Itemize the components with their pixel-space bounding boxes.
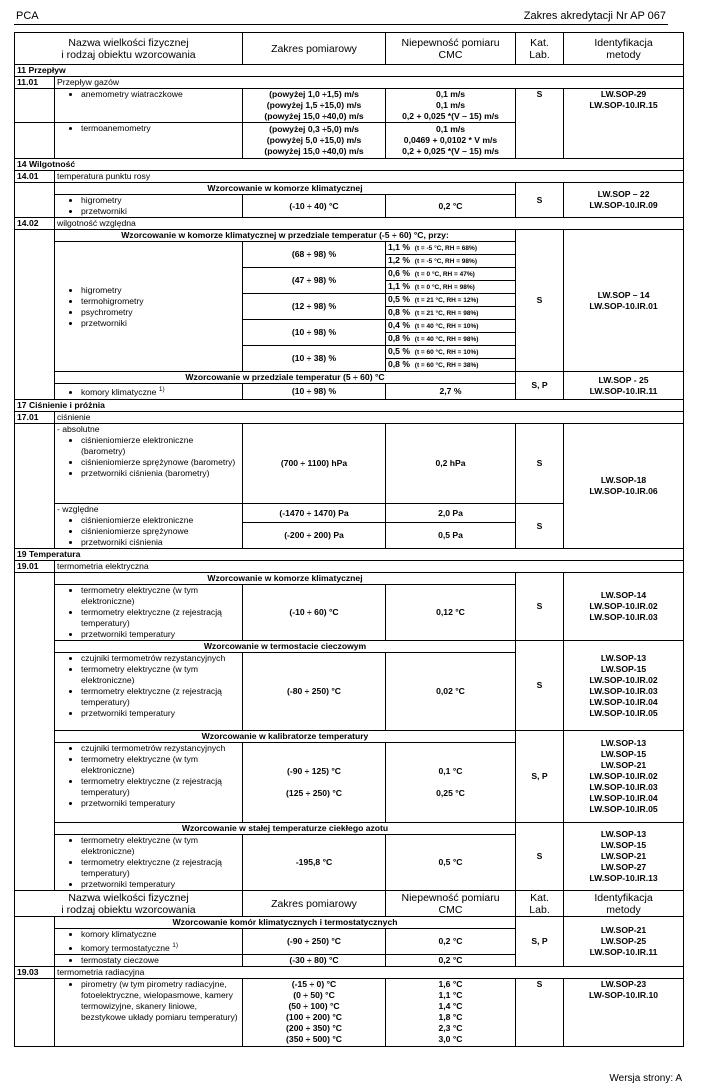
table-cell-text: 0,02 °C [386,653,516,731]
table-cell [55,585,243,641]
item-list [57,835,240,890]
table-cell-text: 1,4 °C [438,1000,463,1011]
table-cell-text: • przetworniki ciśnienia (barometry) [81,468,240,479]
col-id-header: Identyfikacja metody [564,33,684,65]
table-cell-text: LW.SOP-13 LW.SOP-15 LW.SOP-21 LW.SOP-27 LW.SOP-10.IR.13 [564,823,684,891]
table-cell-text: S, P [516,917,564,967]
table-cell-text: • higrometry [81,285,240,296]
table-cell-text: • termostaty cieczowe [81,955,240,966]
table-cell [243,89,386,123]
table-cell [243,123,386,159]
table-cell-text: LW.SOP - 25 LW.SOP-10.IR.11 [564,372,684,400]
table-cell-text: 0,5 % [388,294,410,304]
table-cell-text: komory termostatyczne [81,942,170,953]
table-cell-text: (t = 40 °C, RH = 98%) [414,336,479,343]
section-code: 19.03 [15,966,55,978]
table-cell-text: • termometry elektryczne (w tym elektroniczne) [81,835,240,857]
col-range-header: Zakres pomiarowy [243,33,386,65]
table-cell-text: 1,6 °C [438,978,463,989]
table-cell-text: (-90 ÷ 250) °C [243,929,386,955]
table-cell-text: • termohigrometry [81,296,240,307]
table-cell-text: - względne [57,504,99,514]
table-cell-text: 0,8 % [388,307,410,317]
table-cell [386,255,516,268]
table-cell-text: (-200 ÷ 200) Pa [243,523,386,549]
col-range-header: Zakres pomiarowy [243,891,386,917]
table-cell-text: (t = -5 °C, RH = 68%) [414,245,477,252]
table-cell-text: LW.SOP – 14 LW.SOP-10.IR.01 [564,230,684,372]
section-code: 17.01 [15,412,55,424]
table-cell [15,424,55,549]
table-cell-text: 0,25 °C [436,788,465,798]
table-cell [386,89,516,123]
subsection-title: temperatura punktu rosy [55,171,684,183]
table-cell-text: (50 ÷ 100) °C [288,1000,340,1011]
table-cell-text: (125 ÷ 250) °C [286,788,342,798]
table-cell-text: S [516,183,564,218]
section-code: 19.01 [15,561,55,573]
table-cell-text: (-30 ÷ 80) °C [243,954,386,966]
table-cell-text: (-80 ÷ 250) °C [243,653,386,731]
table-cell-text: • termometry elektryczne (z rejestracją temperatury) [81,607,240,629]
table-cell [386,281,516,294]
method-subheader: Wzorcowanie w kalibratorze temperatury [55,731,516,743]
page-header [14,8,668,25]
table-cell-text: • termometry elektryczne (z rejestracją temperatury) [81,686,240,708]
section-title: 19 Temperatura [15,549,684,561]
table-cell-text: 0,8 % [388,359,410,369]
table-cell-text: (powyżej 15,0 ÷40,0) m/s [264,146,364,156]
table-cell [386,242,516,255]
table-cell-text: • przetworniki temperatury [81,798,240,809]
table-cell-text: 0,5 °C [386,835,516,891]
table-cell-text: • ciśnieniomierze sprężynowe (barometry) [81,457,240,468]
table-cell-text: • termometry elektryczne (w tym elektroniczne) [81,754,240,776]
table-cell-text: LW.SOP-13 LW.SOP-15 LW.SOP-10.IR.02 LW.SOP-10.IR.03 LW.SOP-10.IR.04 LW.SOP-10.IR.05 [564,641,684,731]
table-cell [55,424,243,504]
table-cell [55,504,243,549]
table-cell-text: LW.SOP-23 LW-SOP-10.IR.10 [564,978,684,1046]
subsection-title: wilgotność względna [55,218,684,230]
table-cell [386,978,516,1046]
table-cell-text: 2,0 Pa [386,504,516,523]
table-cell-text: • ciśnieniomierze elektroniczne [81,515,240,526]
table-cell [386,320,516,333]
method-id: LW.SOP-29 LW.SOP-10.IR.15 [564,89,684,159]
table-cell [15,89,55,123]
header-left: PCA [16,10,39,22]
table-cell-text: 0,5 Pa [386,523,516,549]
table-cell-text: (10 ÷ 38) % [243,346,386,372]
table-cell-text: S [516,504,564,549]
col-unc-header: Niepewność pomiaru CMC [386,891,516,917]
table-cell-text: LW.SOP – 22 LW.SOP-10.IR.09 [564,183,684,218]
table-cell-text: 0,2 °C [386,954,516,966]
table-cell-text: • przetworniki temperatury [81,879,240,890]
table-cell-text: (12 ÷ 98) % [243,294,386,320]
table-cell-text: -195,8 °C [243,835,386,891]
table-cell-text: S [516,823,564,891]
section-code: 14.01 [15,171,55,183]
table-cell-text: (350 ÷ 500) °C [286,1033,342,1044]
table-cell [243,743,386,823]
table-cell [55,195,243,218]
table-cell-text: (68 ÷ 98) % [243,242,386,268]
table-cell-text: (t = 60 °C, RH = 10%) [414,349,479,356]
table-cell-text: • psychrometry [81,307,240,318]
kat-value: S [516,89,564,159]
table-cell-text: (0 ÷ 50) °C [293,989,335,1000]
table-cell [15,917,55,967]
method-subheader: Wzorcowanie komór klimatycznych i termostatycznych [55,917,516,929]
table-cell [386,359,516,372]
list-item: • termoanemometry [81,123,240,134]
table-cell-text: S, P [516,731,564,823]
item-list [57,653,240,719]
col-id-header: Identyfikacja metody [564,891,684,917]
table-cell-text: 1,2 % [388,255,410,265]
subsection-title: termometria radiacyjna [55,966,684,978]
table-cell-text: • komory klimatyczne [81,929,240,940]
item-list [57,123,240,134]
item-list [57,89,240,100]
method-subheader: Wzorcowanie w stałej temperaturze ciekłego azotu [55,823,516,835]
table-cell-text: 0,1 m/s [435,124,466,134]
item-list [57,929,240,954]
table-cell-text: 1) [172,942,179,949]
table-cell-text: (10 ÷ 98) % [243,384,386,400]
table-cell-text: (47 ÷ 98) % [243,268,386,294]
table-cell-text: (t = 21 °C, RH = 98%) [414,310,479,317]
item-list [57,195,240,217]
table-cell [15,123,55,159]
header-right: Zakres akredytacji Nr AP 067 [523,10,666,22]
table-cell-text: LW.SOP-21 LW.SOP-25 LW.SOP-10.IR.11 [564,917,684,967]
table-cell [386,743,516,823]
table-cell [55,89,243,123]
table-cell-text: 0,5 % [388,346,410,356]
table-cell-text: 0,6 % [388,268,410,278]
table-cell-text: • czujniki termometrów rezystancyjnych [81,653,240,664]
table-cell-text: (t = 21 °C, RH = 12%) [414,297,479,304]
table-cell-text: • termometry elektryczne (z rejestracją temperatury) [81,776,240,798]
table-cell-text: LW.SOP-14 LW.SOP-10.IR.02 LW.SOP-10.IR.03 [564,573,684,641]
table-cell-text: (powyżej 15,0 ÷40,0) m/s [264,111,364,121]
table-cell-text: (10 ÷ 98) % [243,320,386,346]
accreditation-table [14,32,684,1047]
table-cell-text: S [516,424,564,504]
table-cell-text: (-15 ÷ 0) °C [291,978,337,989]
subsection-title: ciśnienie [55,412,684,424]
table-cell [15,573,55,891]
table-cell [55,653,243,731]
table-cell-text: S, P [516,372,564,400]
table-cell-text: 0,4 % [388,320,410,330]
method-subheader: Wzorcowanie w termostacie cieczowym [55,641,516,653]
item-list [57,384,240,398]
section-code: 14.02 [15,218,55,230]
list-item: • anemometry wiatraczkowe [81,89,240,100]
page-version: Wersja strony: A [609,1073,682,1084]
section-title: 17 Ciśnienie i próżnia [15,400,684,412]
table-cell-text: 2,7 % [386,384,516,400]
table-cell [55,743,243,823]
table-cell [55,242,243,372]
table-cell-text: (200 ÷ 350) °C [286,1022,342,1033]
table-cell-text: 0,2 °C [386,929,516,955]
table-cell-text: 1,1 % [388,242,410,252]
table-cell-text: 0,8 % [388,333,410,343]
table-cell-text: • ciśnieniomierze elektroniczne (barometry) [81,435,240,457]
table-cell-text: (t = 0 °C, RH = 47%) [414,271,475,278]
table-cell-text: - absolutne [57,424,100,434]
col-name-header: Nazwa wielkości fizycznej i rodzaj obiektu wzorcowania [15,33,243,65]
table-cell-text: (-10 ÷ 60) °C [243,585,386,641]
table-cell-text: S [516,573,564,641]
table-cell-text: 1,1 % [388,281,410,291]
section-code: 11.01 [15,77,55,89]
table-cell-text: 0,1 m/s [435,100,466,110]
table-cell [55,835,243,891]
table-cell-text: (700 ÷ 1100) hPa [243,424,386,504]
table-cell-text: S [516,978,564,1046]
table-cell-text: • przetworniki [81,318,240,329]
subsection-title: termometria elektryczna [55,561,684,573]
item-list [57,979,240,1023]
table-cell-text: (powyżej 1,0 ÷1,5) m/s [269,89,359,99]
table-cell-text: • termometry elektryczne (z rejestracją temperatury) [81,857,240,879]
table-cell [15,183,55,218]
table-cell [15,230,55,400]
col-kat-header: Kat. Lab. [516,33,564,65]
table-cell-text: LW.SOP-18 LW.SOP-10.IR.06 [564,424,684,549]
table-cell [386,268,516,281]
method-subheader: Wzorcowanie w komorze klimatycznej w przedziale temperatur (-5 ÷ 60) °C, przy: [55,230,516,242]
table-cell [386,123,516,159]
table-cell [386,307,516,320]
table-cell-text: 0,2 °C [386,195,516,218]
item-list [57,743,240,809]
table-cell-text: 1) [158,386,165,393]
table-cell-text: 0,2 hPa [386,424,516,504]
table-cell [243,978,386,1046]
table-cell-text: 0,12 °C [386,585,516,641]
table-cell-text: (powyżej 5,0 ÷15,0) m/s [266,135,362,145]
table-cell-text: • pirometry (w tym pirometry radiacyjne, fotoelektryczne, wielopasmowe, kamery termowizyjne, skanery liniowe, bezstykowe układy pomiaru temperatury) [81,979,240,1023]
item-list [57,585,240,640]
table-cell-text: (t = 0 °C, RH = 98%) [414,284,475,291]
table-cell-text: 1,1 °C [438,989,463,1000]
table-cell-text: 1,8 °C [438,1011,463,1022]
method-subheader: Wzorcowanie w komorze klimatycznej [55,573,516,585]
subsection-title: Przepływ gazów [55,77,684,89]
table-cell-text: LW.SOP-13 LW.SOP-15 LW.SOP-21 LW.SOP-10.IR.02 LW.SOP-10.IR.03 LW.SOP-10.IR.04 LW.SOP-10.IR.05 [564,731,684,823]
col-kat-header: Kat. Lab. [516,891,564,917]
table-cell-text: • higrometry [81,195,240,206]
method-subheader: Wzorcowanie w przedziale temperatur (5 ÷ 60) °C [55,372,516,384]
table-cell-text: komory klimatyczne [81,386,157,397]
table-cell-text: (t = 40 °C, RH = 10%) [414,323,479,330]
table-cell [55,384,243,400]
item-list [57,515,240,548]
table-cell-text: (powyżej 0,3 ÷5,0) m/s [269,124,359,134]
table-cell-text: 0,2 + 0,025 *(V – 15) m/s [402,111,499,121]
table-cell-text: (-10 ÷ 40) °C [243,195,386,218]
table-cell [55,978,243,1046]
table-cell-text: (powyżej 1,5 ÷15,0) m/s [266,100,362,110]
table-cell-text: 0,0469 + 0,0102 * V m/s [403,135,498,145]
table-cell-text: 3,0 °C [438,1033,463,1044]
table-cell-text: (t = 60 °C, RH = 38%) [414,362,479,369]
table-cell-text: (-1470 ÷ 1470) Pa [243,504,386,523]
table-cell-text: 0,1 °C [438,766,463,776]
col-unc-header: Niepewność pomiaru CMC [386,33,516,65]
table-cell [15,978,55,1046]
table-cell [386,346,516,359]
item-list [57,955,240,966]
table-cell-text: • przetworniki temperatury [81,708,240,719]
table-cell [386,333,516,346]
item-list [57,435,240,479]
table-cell-text: • przetworniki ciśnienia [81,537,240,548]
table-cell-text: S [516,641,564,731]
table-cell [55,123,243,159]
table-cell-text: 2,3 °C [438,1022,463,1033]
table-cell-text: (t = -5 °C, RH = 98%) [414,258,477,265]
method-subheader: Wzorcowanie w komorze klimatycznej [55,183,516,195]
table-cell-text: • termometry elektryczne (w tym elektroniczne) [81,585,240,607]
table-cell [55,954,243,966]
table-cell-text: 0,1 m/s [435,89,466,99]
section-title: 14 Wilgotność [15,159,684,171]
item-list [57,285,240,329]
table-cell [55,929,243,955]
table-cell-text: 0,2 + 0,025 *(V – 15) m/s [402,146,499,156]
table-cell [386,294,516,307]
table-cell-text: • przetworniki temperatury [81,629,240,640]
col-name-header: Nazwa wielkości fizycznej i rodzaj obiektu wzorcowania [15,891,243,917]
table-cell-text: (-90 ÷ 125) °C [287,766,342,776]
table-cell-text: • przetworniki [81,206,240,217]
table-cell-text: • czujniki termometrów rezystancyjnych [81,743,240,754]
section-title: 11 Przepływ [15,65,684,77]
table-cell-text: • ciśnieniomierze sprężynowe [81,526,240,537]
table-cell-text: (100 ÷ 200) °C [286,1011,342,1022]
table-cell-text: • termometry elektryczne (w tym elektroniczne) [81,664,240,686]
table-cell-text: S [516,230,564,372]
